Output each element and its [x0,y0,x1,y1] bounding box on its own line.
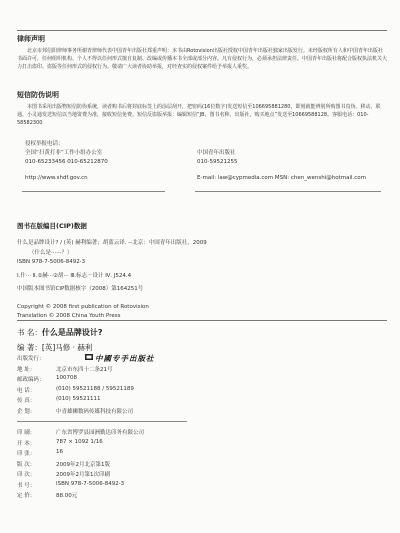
book-title-value: 什么是品牌设计? [41,328,103,337]
top-rule [17,30,387,31]
publisher-row-3-key: 电 话： [17,387,36,394]
print-row-1-key: 开 本： [17,440,36,447]
print-row-1-value: 787 × 1092 1/16 [56,438,103,445]
publisher-row-0-key: 出版发行： [17,356,45,362]
email-line: E-mail: law@cypmedia.com MSN: chen_wenshi@hotmail.com [197,175,367,181]
email-underline [195,191,381,192]
book-title-row [17,327,387,338]
print-section [17,428,217,502]
website-underline [22,191,165,192]
cip-section [17,222,387,322]
publisher-row-2-key: 邮政编码： [17,377,45,383]
print-row-4-value: 2009年2月第1次印刷 [56,472,110,478]
publisher-logo-text: 中國专手出版社 [95,354,155,363]
print-row-3-key: 版 次： [17,461,36,468]
report-section [17,140,387,183]
print-row-5-key: 书 号： [17,482,36,489]
copyright-line-2: Translation © 2008 China Youth Press [17,313,121,319]
press-phone: 010-59521255 [197,159,238,165]
office-name: 全国“扫黄打非”工作小组办公室 [25,150,103,156]
book-author-row [17,342,387,353]
publisher-row-5-key: 企 划： [17,408,36,415]
sms-text: 本图书采用出版物短信防伪系统，读者购书后将封底标签上的涂层刮开，把密码(16位数字)发送短信至106695881280，即刻就能辨别所购图书真伪。移动、联通、小灵通发送短信以当地资费为准，接收短信免费。短信反盗版举报：编辑短信“JB，图书名称，出版社，购买地点”发送至10669588128。客服电话：010-58582300 [17,104,381,126]
cip-line-1: 什么是品牌设计? / (英) 赫利编著；胡蓝云译. --北京：中国青年出版社，2009 [17,240,207,246]
publisher-row-4-value: (010) 59521111 [56,396,101,402]
print-row-3-value: 2009年2月北京第1版 [56,461,110,468]
lawyer-statement-section [17,35,387,71]
cip-heading: 图书在版编目(CIP)数据 [17,222,87,230]
print-row-5-value: ISBN 978-7-5006-8492-3 [56,480,125,487]
cip-line-2: （什么是······？） [29,249,73,256]
print-row-6-key: 定 价： [17,493,36,499]
mid-rule [17,320,387,321]
sms-heading: 短信防伪说明 [17,91,59,99]
sms-anticounterfeit-section [17,91,387,127]
publisher-section [17,354,217,417]
print-row-0-key: 印 刷： [17,430,36,436]
publisher-row-5-value: 中青雄狮数码传媒科技有限公司 [56,408,134,415]
print-divider [17,421,187,422]
publisher-row-4-key: 传 真： [17,398,36,404]
cip-line-4: Ⅰ.什··· Ⅱ.①赫···②胡··· Ⅲ.标志－设计 Ⅳ. J524.4 [17,272,132,279]
office-phones: 010-65233456 010-65212870 [25,159,108,165]
book-author-key: 编 著： [17,343,42,352]
website-link[interactable]: http://www.shdf.gov.cn [25,175,88,181]
print-row-4-key: 印 次： [17,472,36,478]
copyright-line-1: Copyright © 2008 first publication of Rotovision [17,303,149,310]
publisher-row-3-value: (010) 59521188 / 59521189 [56,385,134,392]
publisher-row-1-value: 北京市东四十二条21号 [56,366,113,373]
cip-line-5: 中国版本图书馆CIP数据核字（2008）第164251号 [17,286,144,292]
publisher-row-2-value: 100708 [56,375,77,381]
print-row-6-value: 88.00元 [56,493,78,499]
cip-isbn: ISBN 978-7-5006-8492-3 [17,259,86,265]
print-row-0-value: 广东省博罗县园洲勤达印务有限公司 [56,430,145,436]
publisher-row-1-key: 地 址： [17,366,36,373]
book-info-section [17,327,387,353]
report-heading: 侵权举报电话： [25,141,64,147]
print-row-2-value: 16 [56,449,63,455]
lawyer-statement-heading: 律师声明 [17,35,45,43]
book-author-value: [英]马修 · 赫利 [41,343,93,352]
press-name: 中国青年出版社 [197,150,236,156]
print-row-2-key: 印 张： [17,451,36,457]
book-title-key: 书 名： [17,328,42,337]
lawyer-statement-text: 北京市邦信阳律师事务所谢青律师代表中国青年出版社郑重声明：本书由Rotovision出版社授权中国青年出版社独家出版发行。未经版权所有人和中国青年出版社书面许可，任何组织机构、个人不得以任何形式擅自复制、改编或传播本书全部或部分内容。凡有侵权行为，必须承担法律责任。中国青年出版社将配合版权执法机关大力打击盗印、盗版等任何形式的侵权行为。敬请广大读者协助举报，对经查实的侵权案件给予举报人重奖。 [17,48,388,70]
